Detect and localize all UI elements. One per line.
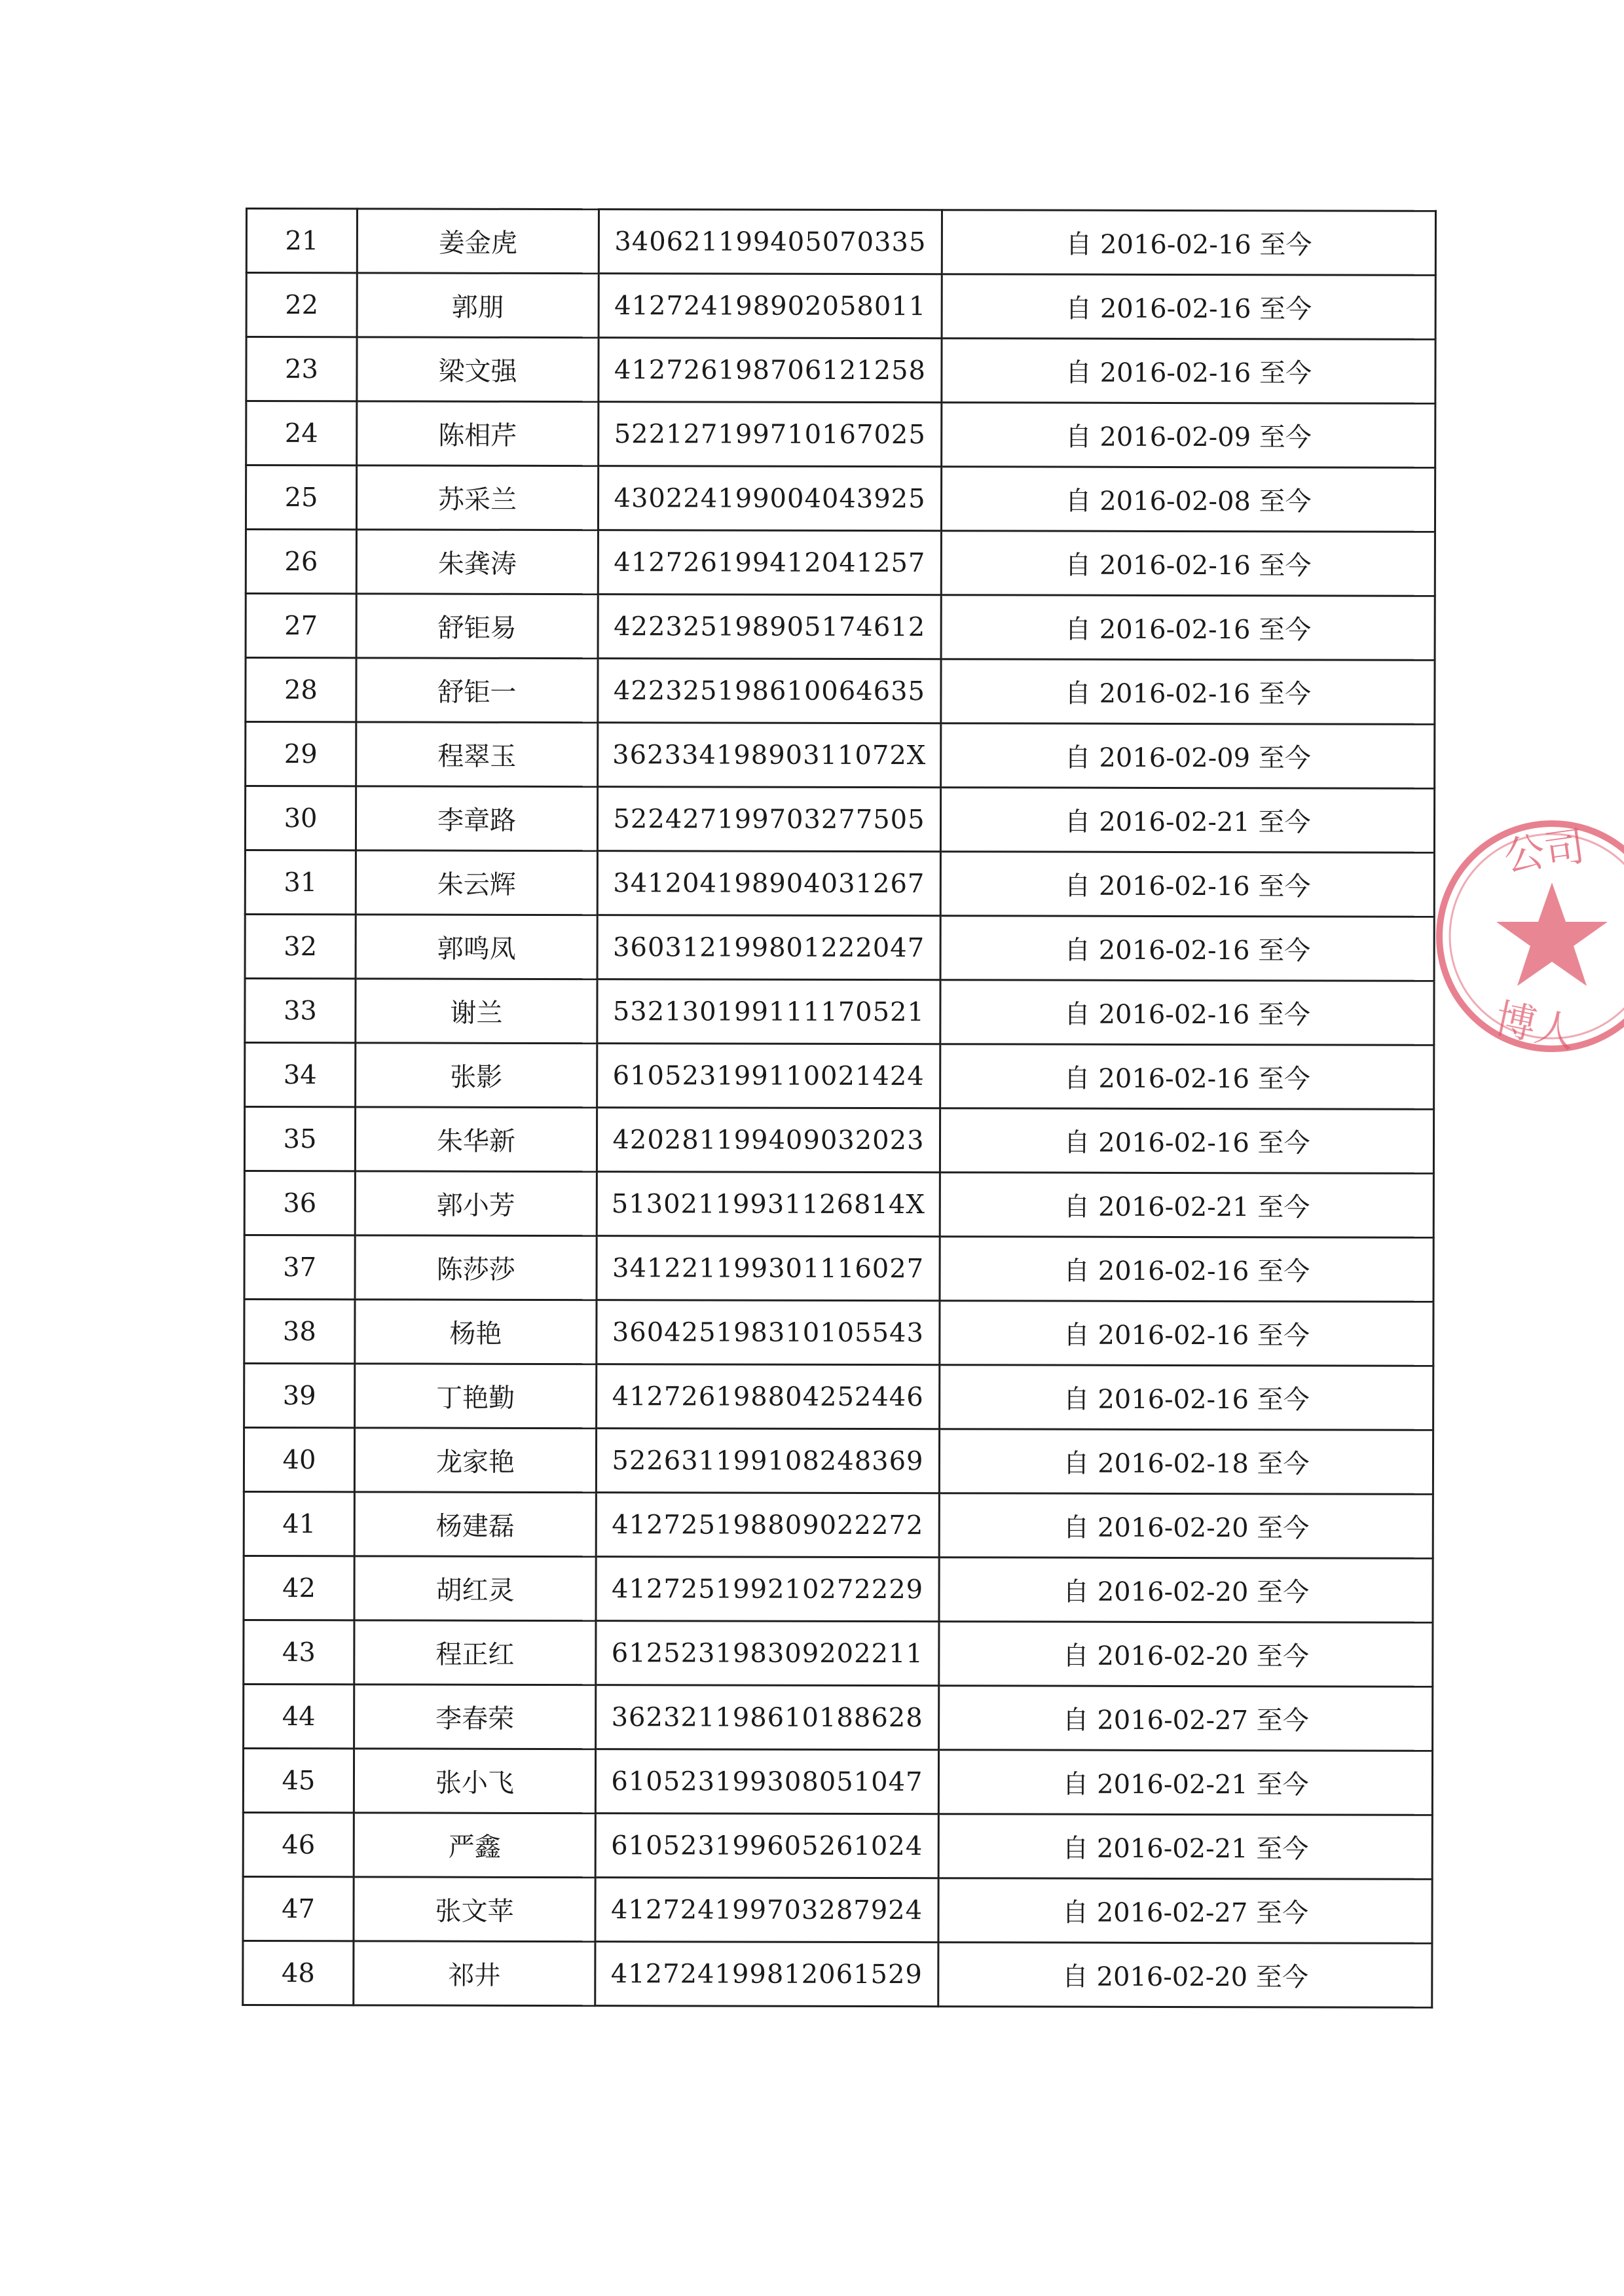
row-number: 30 <box>245 786 356 850</box>
seal-text-bottom: 博人 <box>1490 994 1581 1058</box>
table-row <box>244 1427 1433 1494</box>
employee-name: 郭朋 <box>357 273 599 338</box>
employment-period: 自 2016-02-20 至今 <box>939 1493 1433 1559</box>
employee-name: 李章路 <box>356 786 597 851</box>
employee-name: 祁井 <box>354 1941 595 2006</box>
employment-period: 自 2016-02-08 至今 <box>941 467 1435 532</box>
id-number: 51302119931126814X <box>597 1172 940 1237</box>
row-number: 35 <box>244 1107 355 1171</box>
table-row <box>244 1107 1433 1174</box>
row-number: 38 <box>244 1299 355 1363</box>
employment-period: 自 2016-02-20 至今 <box>939 1622 1433 1687</box>
id-number: 522631199108248369 <box>596 1429 939 1493</box>
row-number: 29 <box>246 722 356 786</box>
table-row <box>244 1363 1433 1430</box>
row-number: 42 <box>244 1556 354 1620</box>
id-number: 340621199405070335 <box>599 210 942 274</box>
id-number: 412724199703287924 <box>595 1878 938 1942</box>
id-number: 341221199301116027 <box>597 1236 940 1301</box>
table-row <box>245 1043 1434 1110</box>
employee-name: 郭鸣凤 <box>356 915 597 979</box>
employee-name: 杨建磊 <box>354 1492 596 1557</box>
employment-period: 自 2016-02-16 至今 <box>940 1365 1433 1430</box>
employee-table <box>242 208 1437 2009</box>
id-number: 36233419890311072X <box>598 723 941 788</box>
table-row <box>246 209 1435 276</box>
employee-name: 舒钜一 <box>356 658 598 723</box>
row-number: 27 <box>246 594 356 658</box>
id-number: 360312199801222047 <box>597 915 940 980</box>
employee-name: 苏采兰 <box>356 465 598 530</box>
row-number: 26 <box>246 530 356 594</box>
table-row <box>244 1235 1433 1302</box>
table-row <box>245 850 1434 917</box>
employee-name: 舒钜易 <box>356 594 598 659</box>
seal-text-top: 公司 <box>1500 822 1588 881</box>
table-row <box>246 530 1435 596</box>
employment-period: 自 2016-02-27 至今 <box>938 1878 1432 1944</box>
table-row <box>244 1556 1433 1622</box>
employment-period: 自 2016-02-16 至今 <box>940 852 1434 917</box>
row-number: 25 <box>246 465 356 530</box>
id-number: 412725198809022272 <box>596 1493 939 1558</box>
id-number: 532130199111170521 <box>597 979 940 1044</box>
employee-name: 张文苹 <box>354 1877 595 1942</box>
table-row <box>244 1491 1433 1558</box>
row-number: 37 <box>244 1235 355 1299</box>
employee-name: 陈莎莎 <box>355 1235 597 1300</box>
id-number: 522127199710167025 <box>599 402 942 467</box>
row-number: 47 <box>243 1876 354 1941</box>
employment-period: 自 2016-02-09 至今 <box>942 403 1435 468</box>
employment-period: 自 2016-02-16 至今 <box>941 595 1435 661</box>
table-row <box>243 1941 1432 2007</box>
employment-period: 自 2016-02-16 至今 <box>942 210 1435 276</box>
employee-name: 程翠玉 <box>356 722 598 787</box>
employee-name: 朱云辉 <box>356 850 597 915</box>
id-number: 610523199110021424 <box>597 1044 940 1108</box>
employee-table-body <box>243 209 1436 2008</box>
employee-name: 郭小芳 <box>355 1171 597 1236</box>
employment-period: 自 2016-02-16 至今 <box>940 1301 1433 1366</box>
row-number: 31 <box>245 850 356 915</box>
employment-period: 自 2016-02-16 至今 <box>940 980 1434 1046</box>
employee-name: 朱龚涛 <box>356 530 598 594</box>
id-number: 412724198902058011 <box>599 274 942 338</box>
employee-name: 张小飞 <box>354 1749 595 1813</box>
employment-period: 自 2016-02-16 至今 <box>940 1108 1433 1174</box>
row-number: 36 <box>244 1171 355 1235</box>
employee-name: 张影 <box>356 1043 597 1108</box>
id-number: 362321198610188628 <box>596 1685 939 1750</box>
row-number: 32 <box>245 915 356 979</box>
employment-period: 自 2016-02-21 至今 <box>940 1173 1433 1238</box>
row-number: 23 <box>246 337 357 401</box>
employment-period: 自 2016-02-16 至今 <box>941 659 1435 725</box>
employment-period: 自 2016-02-09 至今 <box>941 723 1435 789</box>
employment-period: 自 2016-02-21 至今 <box>940 788 1434 853</box>
table-row <box>244 1171 1433 1237</box>
id-number: 430224199004043925 <box>598 466 941 531</box>
table-row <box>244 1620 1433 1686</box>
employee-name: 杨艳 <box>355 1300 597 1364</box>
employment-period: 自 2016-02-21 至今 <box>938 1750 1432 1815</box>
id-number: 522427199703277505 <box>597 787 940 852</box>
row-number: 21 <box>246 209 357 273</box>
employee-name: 朱华新 <box>355 1107 597 1172</box>
id-number: 341204198904031267 <box>597 851 940 916</box>
row-number: 48 <box>243 1941 354 2005</box>
id-number: 422325198610064635 <box>598 659 941 723</box>
id-number: 360425198310105543 <box>597 1300 940 1365</box>
row-number: 22 <box>246 273 357 337</box>
id-number: 412724199812061529 <box>595 1942 938 2007</box>
table-row <box>243 1748 1432 1815</box>
id-number: 420281199409032023 <box>597 1108 940 1173</box>
employee-name: 陈相芹 <box>357 401 599 466</box>
row-number: 41 <box>244 1491 354 1556</box>
id-number: 610523199308051047 <box>595 1749 938 1814</box>
employment-period: 自 2016-02-16 至今 <box>940 1044 1434 1110</box>
employee-name: 梁文强 <box>357 337 599 402</box>
company-seal-stamp <box>1421 805 1624 1067</box>
employment-period: 自 2016-02-16 至今 <box>942 274 1435 340</box>
row-number: 39 <box>244 1363 355 1427</box>
id-number: 412726198804252446 <box>597 1364 940 1429</box>
id-number: 412726198706121258 <box>599 338 942 403</box>
id-number: 612523198309202211 <box>596 1621 939 1686</box>
table-row <box>246 337 1435 404</box>
employee-name: 丁艳勤 <box>355 1364 597 1429</box>
table-row <box>246 273 1435 340</box>
employee-name: 龙家艳 <box>354 1428 596 1493</box>
table-row <box>246 401 1435 468</box>
table-row <box>246 594 1435 661</box>
employee-name: 姜金虎 <box>357 209 599 274</box>
row-number: 28 <box>246 658 356 722</box>
employment-period: 自 2016-02-16 至今 <box>941 531 1435 596</box>
id-number: 610523199605261024 <box>595 1813 938 1878</box>
employment-period: 自 2016-02-16 至今 <box>942 338 1435 404</box>
row-number: 44 <box>244 1684 354 1748</box>
table-row <box>245 979 1434 1046</box>
employee-name: 谢兰 <box>356 979 597 1044</box>
employment-period: 自 2016-02-18 至今 <box>939 1429 1433 1495</box>
employee-name: 严鑫 <box>354 1813 595 1878</box>
id-number: 412726199412041257 <box>598 530 941 595</box>
employment-period: 自 2016-02-16 至今 <box>940 916 1434 981</box>
table-row <box>244 1299 1433 1366</box>
employee-name: 胡红灵 <box>354 1556 596 1621</box>
seal-star-icon <box>1496 883 1608 986</box>
table-row <box>245 915 1434 981</box>
row-number: 45 <box>243 1748 354 1812</box>
employment-period: 自 2016-02-21 至今 <box>938 1814 1432 1880</box>
employment-period: 自 2016-02-20 至今 <box>938 1942 1432 2008</box>
row-number: 33 <box>245 979 356 1043</box>
table-row <box>245 786 1434 853</box>
employment-period: 自 2016-02-16 至今 <box>940 1237 1433 1302</box>
row-number: 24 <box>246 401 357 465</box>
employee-name: 李春荣 <box>354 1685 596 1749</box>
id-number: 412725199210272229 <box>596 1557 939 1622</box>
row-number: 40 <box>244 1427 354 1491</box>
table-row <box>246 658 1435 725</box>
employment-period: 自 2016-02-27 至今 <box>939 1686 1433 1751</box>
row-number: 34 <box>245 1043 356 1107</box>
employment-period: 自 2016-02-20 至今 <box>939 1558 1433 1623</box>
row-number: 46 <box>243 1812 354 1876</box>
table-row <box>246 722 1435 789</box>
table-row <box>243 1812 1432 1879</box>
table-row <box>246 465 1435 532</box>
id-number: 422325198905174612 <box>598 594 941 659</box>
table-row <box>244 1684 1433 1751</box>
employee-name: 程正红 <box>354 1620 596 1685</box>
table-row <box>243 1876 1432 1943</box>
row-number: 43 <box>244 1620 354 1684</box>
